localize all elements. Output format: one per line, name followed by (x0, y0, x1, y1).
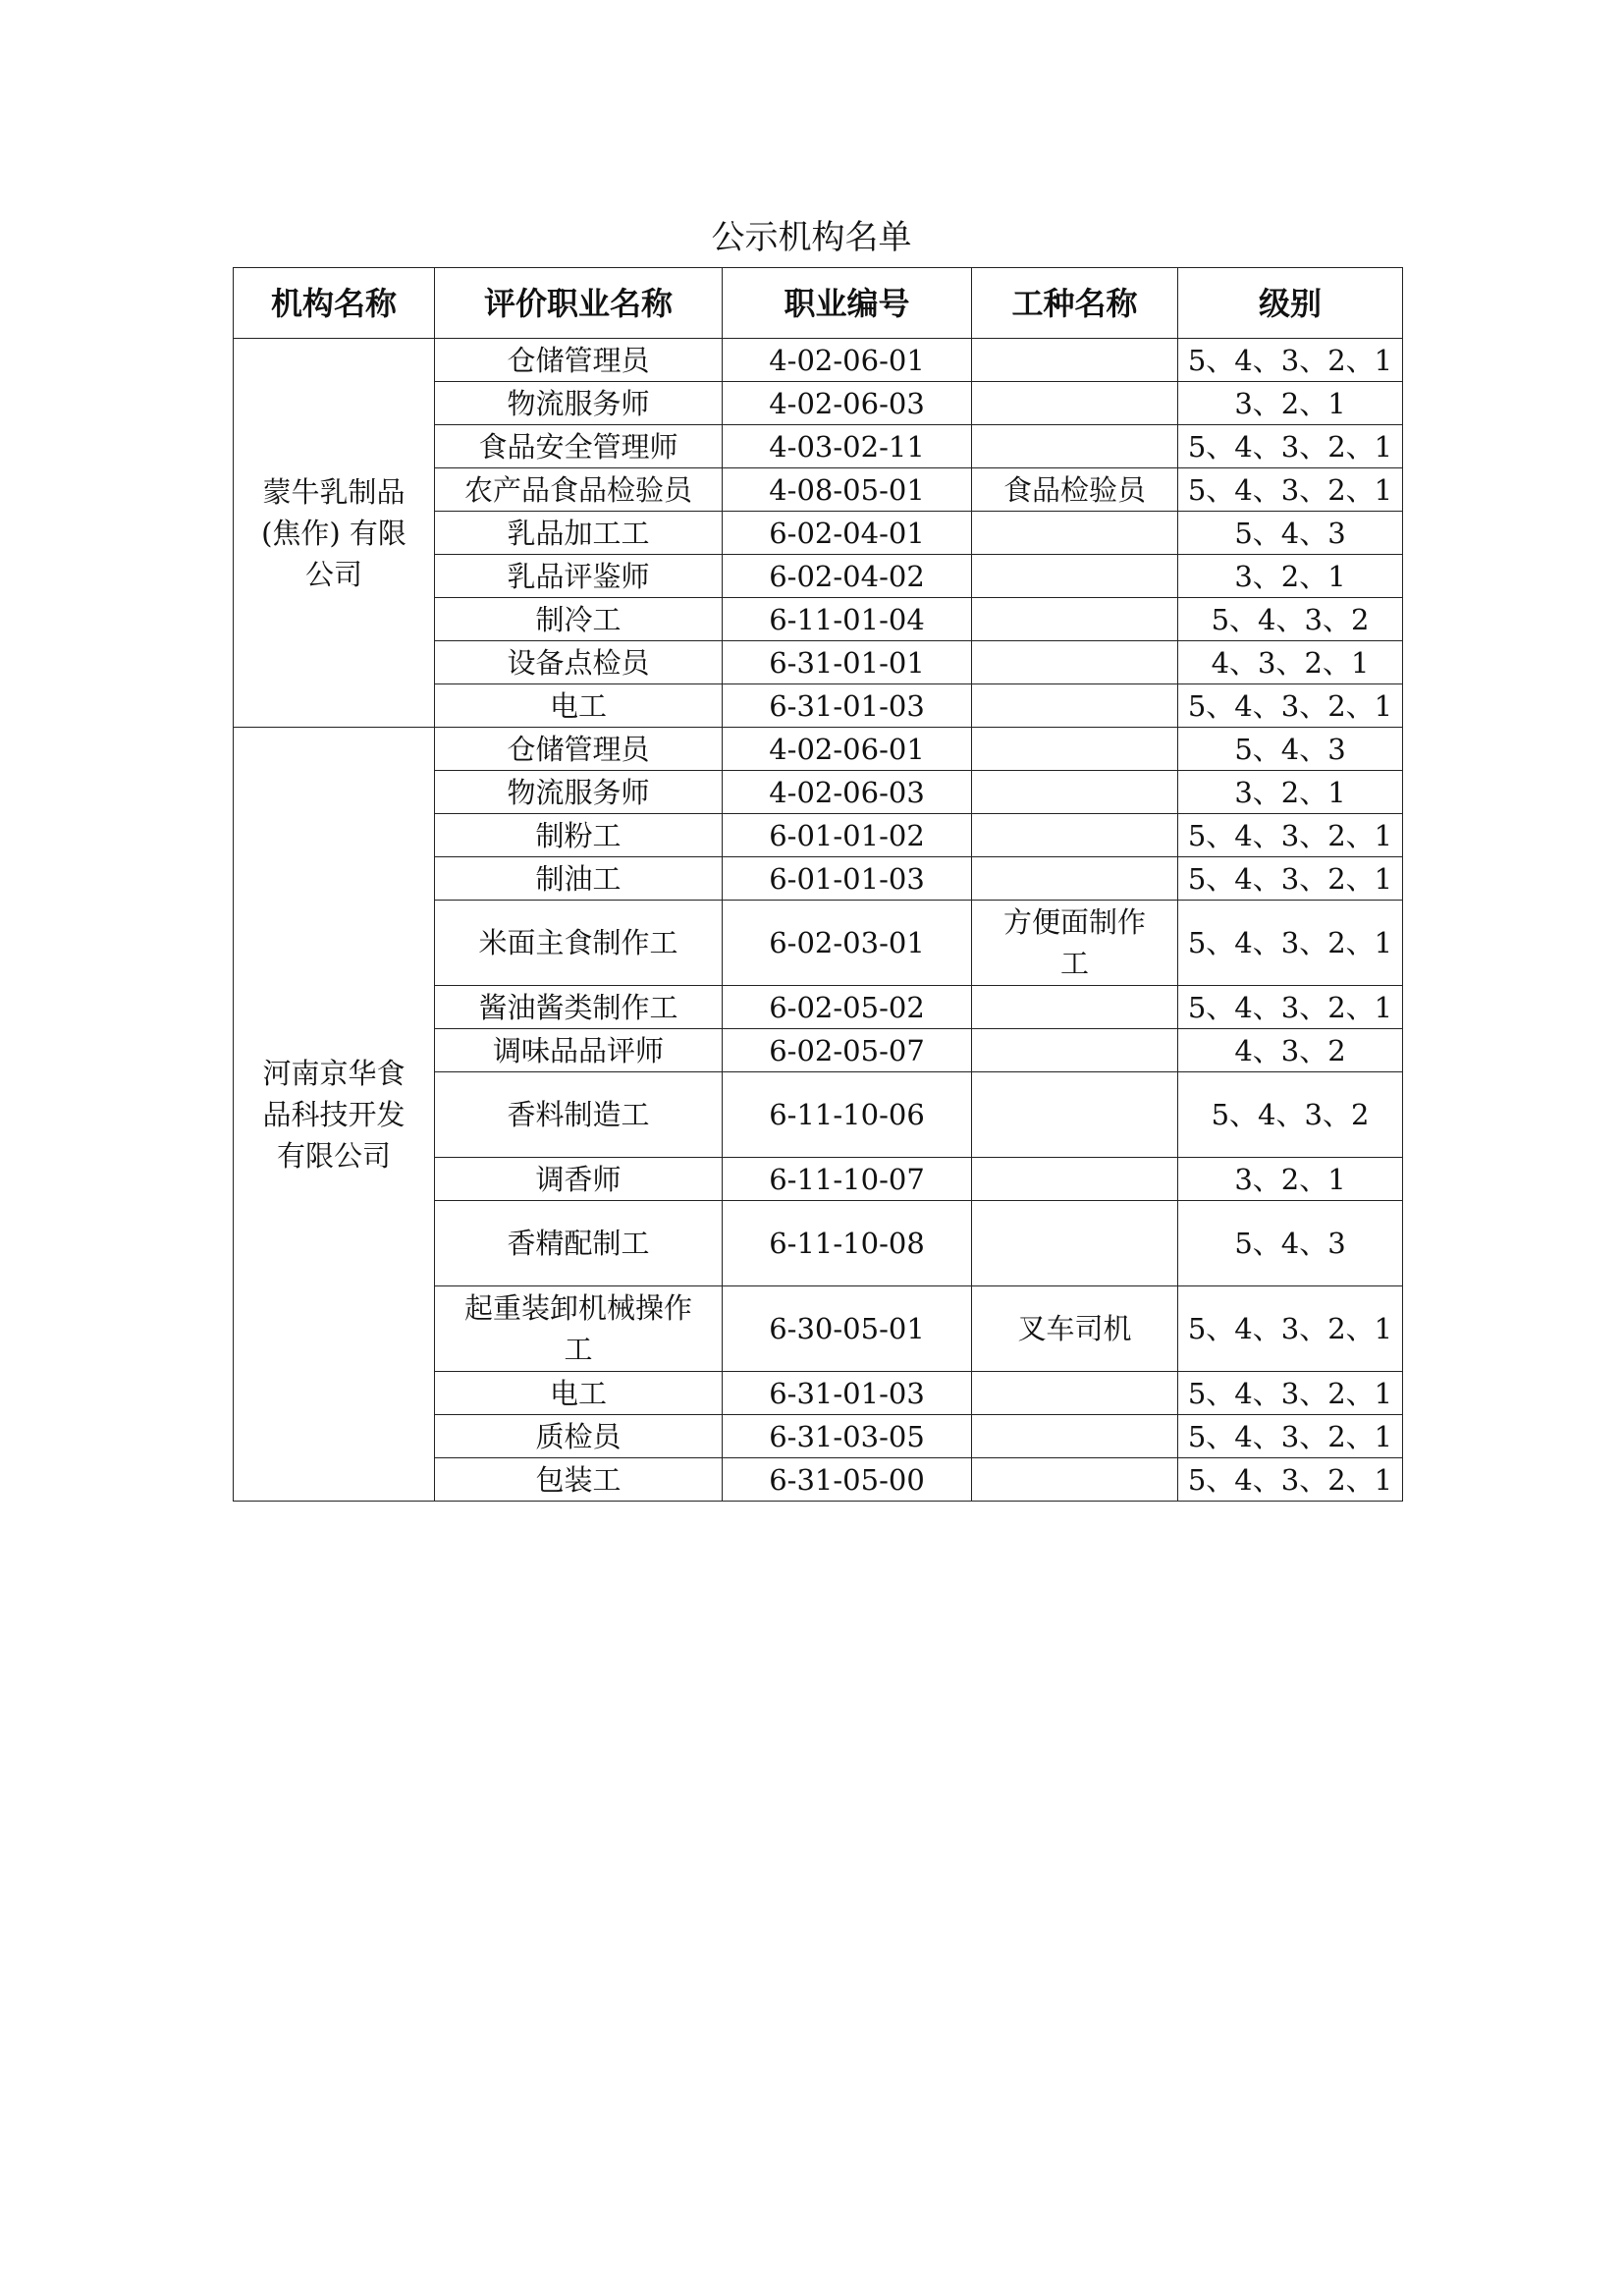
level-cell: 4、3、2 (1178, 1029, 1403, 1072)
occupation-cell: 酱油酱类制作工 (435, 986, 723, 1029)
occupation-cell: 乳品评鉴师 (435, 555, 723, 598)
org-name-line: 蒙牛乳制品 (262, 474, 406, 509)
level-cell: 5、4、3、2、1 (1178, 1415, 1403, 1458)
level-cell: 5、4、3、2、1 (1178, 814, 1403, 857)
level-cell: 5、4、3、2 (1178, 1072, 1403, 1158)
level-cell: 5、4、3、2、1 (1178, 684, 1403, 728)
occupation-cell: 仓储管理员 (435, 728, 723, 771)
level-cell: 3、2、1 (1178, 555, 1403, 598)
institution-table (233, 267, 1403, 1502)
code-cell: 6-02-05-07 (723, 1029, 972, 1072)
trade-cell: 方便面制作工 (972, 901, 1178, 986)
header-occupation: 评价职业名称 (435, 268, 723, 339)
org-name-cell (234, 728, 435, 1502)
trade-cell (972, 986, 1178, 1029)
trade-cell: 食品检验员 (972, 468, 1178, 512)
level-cell: 4、3、2、1 (1178, 641, 1403, 684)
occupation-cell: 电工 (435, 1372, 723, 1415)
trade-cell (972, 771, 1178, 814)
trade-cell (972, 512, 1178, 555)
org-name-line: 河南京华食 (262, 1056, 406, 1090)
level-cell: 3、2、1 (1178, 382, 1403, 425)
occupation-cell: 起重装卸机械操作工 (435, 1286, 723, 1372)
level-cell: 5、4、3、2、1 (1178, 425, 1403, 468)
code-cell: 6-31-01-03 (723, 1372, 972, 1415)
header-trade: 工种名称 (972, 268, 1178, 339)
level-cell: 3、2、1 (1178, 771, 1403, 814)
occupation-cell: 仓储管理员 (435, 339, 723, 382)
level-cell: 5、4、3、2、1 (1178, 339, 1403, 382)
code-cell: 6-01-01-03 (723, 857, 972, 901)
occupation-cell: 设备点检员 (435, 641, 723, 684)
org-name-line: (焦作) 有限 (261, 516, 406, 550)
code-cell: 4-03-02-11 (723, 425, 972, 468)
header-level: 级别 (1178, 268, 1403, 339)
code-cell: 6-31-01-03 (723, 684, 972, 728)
level-cell: 5、4、3 (1178, 1201, 1403, 1286)
occupation-cell: 物流服务师 (435, 382, 723, 425)
level-cell: 5、4、3、2 (1178, 598, 1403, 641)
trade-cell (972, 339, 1178, 382)
header-row (234, 268, 1403, 339)
occupation-cell: 农产品食品检验员 (435, 468, 723, 512)
code-cell: 6-11-01-04 (723, 598, 972, 641)
trade-cell (972, 598, 1178, 641)
trade-cell (972, 857, 1178, 901)
code-cell: 6-30-05-01 (723, 1286, 972, 1372)
level-cell: 5、4、3、2、1 (1178, 857, 1403, 901)
occupation-cell: 质检员 (435, 1415, 723, 1458)
occupation-cell: 包装工 (435, 1458, 723, 1502)
code-cell: 4-02-06-01 (723, 339, 972, 382)
org-name-line: 公司 (304, 557, 362, 591)
level-cell: 3、2、1 (1178, 1158, 1403, 1201)
trade-cell (972, 1158, 1178, 1201)
occupation-cell: 香料制造工 (435, 1072, 723, 1158)
occupation-cell: 食品安全管理师 (435, 425, 723, 468)
level-cell: 5、4、3、2、1 (1178, 1286, 1403, 1372)
trade-cell (972, 1201, 1178, 1286)
occupation-cell: 乳品加工工 (435, 512, 723, 555)
trade-cell (972, 1372, 1178, 1415)
page-title: 公示机构名单 (711, 218, 912, 257)
trade-cell: 叉车司机 (972, 1286, 1178, 1372)
code-cell: 4-02-06-03 (723, 771, 972, 814)
trade-cell (972, 382, 1178, 425)
trade-cell (972, 728, 1178, 771)
header-org: 机构名称 (234, 268, 435, 339)
level-cell: 5、4、3、2、1 (1178, 986, 1403, 1029)
occupation-cell: 电工 (435, 684, 723, 728)
code-cell: 4-02-06-01 (723, 728, 972, 771)
trade-cell (972, 555, 1178, 598)
occupation-cell: 物流服务师 (435, 771, 723, 814)
occupation-cell: 米面主食制作工 (435, 901, 723, 986)
code-cell: 4-02-06-03 (723, 382, 972, 425)
code-cell: 6-02-03-01 (723, 901, 972, 986)
org-name-line: 品科技开发 (262, 1097, 406, 1131)
trade-cell (972, 1415, 1178, 1458)
code-cell: 6-11-10-06 (723, 1072, 972, 1158)
org-name-line: 有限公司 (276, 1138, 391, 1173)
trade-cell (972, 641, 1178, 684)
code-cell: 4-08-05-01 (723, 468, 972, 512)
trade-cell (972, 814, 1178, 857)
code-cell: 6-31-03-05 (723, 1415, 972, 1458)
level-cell: 5、4、3、2、1 (1178, 468, 1403, 512)
code-cell: 6-11-10-07 (723, 1158, 972, 1201)
level-cell: 5、4、3 (1178, 728, 1403, 771)
trade-cell (972, 1029, 1178, 1072)
code-cell: 6-01-01-02 (723, 814, 972, 857)
occupation-cell: 香精配制工 (435, 1201, 723, 1286)
level-cell: 5、4、3、2、1 (1178, 1458, 1403, 1502)
occupation-cell: 制粉工 (435, 814, 723, 857)
trade-cell (972, 1458, 1178, 1502)
level-cell: 5、4、3、2、1 (1178, 1372, 1403, 1415)
occupation-cell: 制冷工 (435, 598, 723, 641)
code-cell: 6-02-04-02 (723, 555, 972, 598)
level-cell: 5、4、3 (1178, 512, 1403, 555)
code-cell: 6-02-05-02 (723, 986, 972, 1029)
header-code: 职业编号 (723, 268, 972, 339)
table-row (234, 339, 1403, 382)
occupation-cell: 调香师 (435, 1158, 723, 1201)
code-cell: 6-31-05-00 (723, 1458, 972, 1502)
occupation-cell: 调味品品评师 (435, 1029, 723, 1072)
table-row (234, 728, 1403, 771)
org-name-cell (234, 339, 435, 728)
code-cell: 6-11-10-08 (723, 1201, 972, 1286)
code-cell: 6-31-01-01 (723, 641, 972, 684)
trade-cell (972, 425, 1178, 468)
trade-cell (972, 684, 1178, 728)
level-cell: 5、4、3、2、1 (1178, 901, 1403, 986)
code-cell: 6-02-04-01 (723, 512, 972, 555)
occupation-cell: 制油工 (435, 857, 723, 901)
trade-cell (972, 1072, 1178, 1158)
